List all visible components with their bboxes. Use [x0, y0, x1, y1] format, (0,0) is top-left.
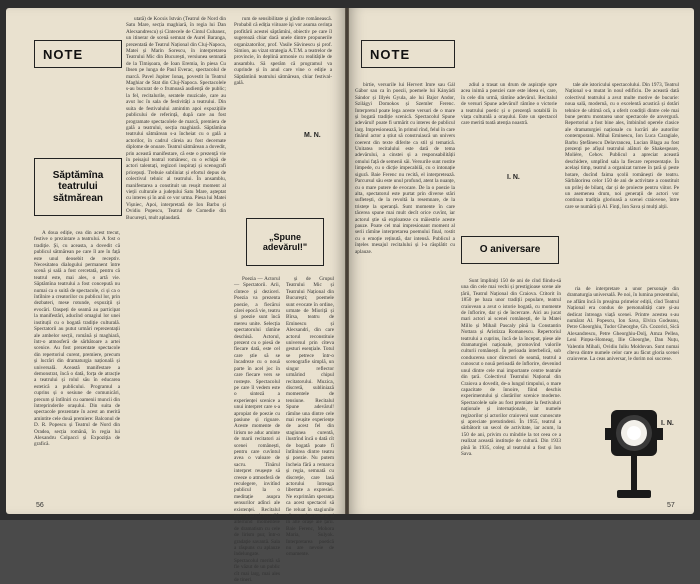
left-section-label: NOTE: [43, 46, 84, 62]
left-article-title-box: [34, 158, 122, 216]
spotlight-stand: [631, 456, 637, 492]
right-col2: [461, 82, 557, 172]
left-article-title-line1: Săptămîna: [52, 169, 104, 181]
left-signature: M. N.: [304, 132, 321, 139]
left-col4-text: Poezia — Actorul — Spectatorii. Arii, cîntece și deziceri. Poezia va prezenta poezie, a fiecărui cărei epocă vie, teatru și poezie sunt încă mereu unite. Selecția spectatorului rămîne deschisă. Actorul, prezent cu o piesă de fiecare dată, este cel care știe să se încadreze cu o nouă parte în acel joc în care fiecare vers se rostește. Spectacolul pe care îl vedem este o sinteză a experienței scenice a unui interpret care s-a apropiat de poezie cu pasiune și rigoare. Aceste momente de lirism ne aduc aminte de marii recitatori ai scenei românești, pentru care cuvîntul avea o valoare de sacru. Tînărul interpret reușește să creeze o atmosferă de reculegere, invitînd publicul la o meditație asupra sensurilor adînci ale existenței. Recitalul este construit cu grijă, alternînd momentele de dramatism cu cele de lirism pur, într-o gradație savantă. Sala a răspuns cu aplauze îndelungate. Spectacolul merită să fie văzut de un public cît mai larg, mai ales de tineri.: [234, 276, 280, 584]
left-section-label-box: [34, 40, 122, 68]
right-col3: [565, 82, 679, 282]
left-page-number: 56: [36, 502, 44, 509]
left-box2-title-line1: „Spune: [268, 231, 301, 242]
spotlight-yoke-right: [657, 428, 663, 440]
spotlight-base: [617, 490, 651, 498]
left-box2-title-line2: adevărul!": [262, 242, 308, 252]
right-section-label: NOTE: [370, 46, 411, 62]
right-col5: [567, 286, 679, 416]
left-col3-text: rum de sensibilitate și gîndire românească. Probabil că ediția viitoare își vor asuma cerința profitării acestei săptămîni, obiectiv pe care îl sugerează chiar dacă unele dintre propunerile organizatorilor, prof. Vasile Săvinescu și prof. Simion, au vizat strategia A.T.M. a teatrelor de provincie, în deplină armonie cu realitățile de ansamblu. Să sperăm că programul va cuprinde și în anul care vine o ediție a Săptămînii teatrului sătmărean, chiar festival-gală.: [234, 16, 332, 87]
spotlight-lens-glow: [627, 426, 641, 440]
spotlight-illustration: [603, 402, 665, 506]
left-article-title-line3: sătmărean: [52, 192, 104, 204]
left-col5-text: și de Grupul Teatrului Mic și Teatrului Național din București; poemele sunt evocate în ordine, urmate de Mioriță și Bîrsa, teatru de Eminescu și Alecsandri, din care actorul reconstituie universul prin cîteva gesturi esențiale. Totul se petrece într-o scenografie simplă, un singur reflector urmărind chipul recitatorului. Muzica, discretă, subliniază momentele de tensiune. Recitalul Spune adevărul! rămîne una dintre cele mai reușite experiențe de acest fel din stagiunea curentă, ilustrînd încă o dată cît de bogată poate fi întîlnirea dintre teatru și poezie. Nu putem încheia fără a remarca și regia, semnată cu discreție, care lasă actorului întreaga libertate a expresiei. Ne exprimăm speranța ca acest spectacol să fie reluat în stagiunile viitoare și prezentat și în alte orașe ale țării. Baie Ferenc, Mohora Maria, Sulyok. Interpretarea poetică nu are nevoie de ornamente.: [286, 276, 334, 558]
left-article-title-line2: teatrului: [58, 181, 98, 193]
right-col3-text: tale ale istoricului spectacolului. Din 1973, Teatrul Național s-a mutat în noul edificiu. De această dată colectivul teatrului a avut multe motive de bucurie: noua sală, modernă, cu o excelentă acustică și dotări tehnice de ultimă oră, a oferit condiții dintre cele mai bune pentru montarea unor spectacole de anvergură. Repertoriul a fost bine ales, îmbinînd operele clasice ale dramaturgiei naționale cu lucrări ale autorilor contemporani. Mihai Eminescu, Ion Luca Caragiale, Barbu Ștefănescu Delavrancea, Lucian Blaga au fost prezenți pe afișul teatrului alături de Shakespeare, Molière, Cehov. Publicul a apreciat această deschidere, umplînd sala la fiecare reprezentație. În același timp, teatrul a organizat turnee în țară și peste hotare, ducînd faima școlii românești de teatru. Sărbătorirea celor 150 de ani de activitate a constituit un prilej de bilanț, dar și de proiecte pentru viitor. Pe un asemenea drum, noi generații de actori vor continua tradiția glorioasă a scenei craiovene, între care se numără și Al. Finți, Ion Sava și mulți alții.: [565, 82, 679, 210]
left-col3: [234, 16, 332, 116]
right-box-title-text: O aniversare: [479, 244, 541, 256]
right-page-number: 57: [667, 502, 675, 509]
left-col2-text: utată) de Kocsis István (Teatrul de Nord din Satu Mare, secția maghiară, în regia lui Dan Alecsandrescu) și Cintecele de Cintul Cubanez, un itinerar de scenă semnat de Aurel Baranga, prezentată de Teatrul Național din Cluj-Napoca, Matei și Marin Sorescu, în interpretarea Teatrului Mic din București, versiunea semnată de la Timișoara, de Ioan Eremia, în piesa Cu Ibsen pe lunga de Paul Everac, spectacolul de marcă. Pavel Jupiter Ionaș, povestit în Teatrul Maghiar de Stat din Cluj-Napoca. Spectacolele s-au bucurat de o frumoasă audiență de public; la fel, recitalurile, seratele muzicale, care au avut loc în sala de festivități a teatrului. Din suita de festivalului amintim apoi expozițiile publicului de referință, după care au fost programate spectacolele de marcă, premiera de gală a teatrului, secția maghiară. Săptămîna teatrului sătmărean s-a încheiat cu o gală a actorilor, în cadrul căreia au fost decernate diplome de onoare. Teatrul sătmărean a dovedit, prin această manifestare, că este o prezență vie în peisajul teatral românesc, cu o echipă de actori talentați, regizori inspirați și scenografi pricepuți. Trebuie subliniat și efortul depus de colectivul tehnic al teatrului. În ansamblu, manifestarea a constituit un reușit moment al vieții culturale a județului Satu Mare, așteptat cu interes și în anii ce vor urma. Piesa lui Matei Vișniec, Apoi, interpretată de Ion Barbu și Ovidiu Popescu, Teatrul de Comedie din București, mult aplaudată.: [126, 16, 226, 221]
right-col4: [461, 278, 561, 500]
left-box2-title: [246, 218, 324, 266]
right-col1: [355, 82, 455, 500]
left-col5: [286, 276, 334, 558]
right-col1-text: birtie, versurile lui Hervert Imre sau Gál Gábor sau ca în poezii, poemele lui Kányádi Sándor și Illyés Gyula, ale lui Bajor Andor, Szilágyi Domokos și Szemler Ferenc. Interpretul poate lega aceste versuri de o mare și bogată tradiție scenică. Spectacolul Spune adevărul! poate fi urmărit cu interes de publicul larg. Impresionează, în primul rînd, felul în care tînărul actor a știut să construiască un univers coerent din texte diferite ca stil și tematică. Unitatea recitalului este dată de tema adevărului, a cinstei și a responsabilității omului față de semenii săi. Versurile sunt rostite limpede, cu o dicție impecabilă, cu o intonație sigură. Baie Ferenc nu recită, el interpretează. Parcursul său este unul profund, atent la nuanțe, cu o mare putere de evocare. De la o poezie la alta, spectatorul este purtat prin diverse stări sufletești, de la revoltă la resemnare, de la tristețe la speranță. Sunt momente în care tăcerea spune mai mult decît orice cuvînt, iar actorul știe să exploateze cu măiestrie aceste pauze. Poate cel mai impresionant moment al serii rămîne interpretarea poemului final, rostit cu o emoție reținută, dar intensă. Publicul a înțeles mesajul recitalului și l-a răsplătit cu aplauze.: [355, 82, 455, 255]
left-col1-text: A doua ediție, cea din acest trecut, festive o prezintare a teatrului. A fost o tradiție. Și, cu aceasta, a dovedit că publicul sătmărean pe care îl are în față este unul deosebit de receptiv. Necesitatea dialogului permanent între scenă și sală a fost cercetată, pentru că teatrul este, mai ales, o artă vie. Săptămîna teatrului a fost concepută nu numai ca o suită de spectacole, ci și ca o întîlnire a creatorilor cu publicul lor, prin dezbateri, mese rotunde, expoziții și evocări. Oaspeți de seamă au participat la manifestări, aducînd omagiul lor unei instituții cu o bogată tradiție culturală. Spectatorii au putut urmări reprezentații ale ambelor secții, română și maghiară, într-o atmosferă de sărbătoare a artei scenice. Au fost prezentate spectacole din repertoriul curent, premiere, precum și lucrări din dramaturgia națională și universală. Această manifestare a demonstrat, încă o dată, forța de atracție a teatrului și rolul său în educarea estetică a publicului. Programul a cuprins și o sesiune de comunicări, precum și întîlniri cu oamenii muncii din întreprinderile orașului. Din suita de spectacole prezentate în acest an merită amintite cele două premiere: Balconul de D. R. Popescu și Teatrul de Nord din Oradea, secția română, în regia lui Alexandru Colpacci și Expoziția de grafică.: [34, 230, 120, 448]
left-col1: [34, 230, 120, 500]
left-col2: [126, 16, 226, 500]
right-box-title: [461, 236, 559, 264]
right-signature-2: I. N.: [661, 420, 674, 427]
left-col4: [234, 276, 280, 584]
right-col2-text: zdiul a trasat un drum de aspirație spre acea inimă a poeziei care este ideea ei, care, în cele din urmă, rămîne adevărul. Recitalul de versuri Spune adevărul! rămîne o victorie a teatrului poetic și o prezență notabilă în viața culturală a orașului. Este un spectacol care merită toată atenția noastră.: [461, 82, 557, 127]
right-page: [349, 8, 694, 514]
right-col5-text: ria de interpretare a unor personaje din dramaturgia universală. Pe noi, în lumina prezentului, ne aflăm încă în preajma primelor ediții, cînd Teatrul Național era condus de personalități care și-au dedicat întreaga viață scenei. Printre acestea s-au numărat Al. Popescu, Ion Sava, Elvira Godeanu, Petre Gheorghiu, Tudor Gheorghe, Gh. Cozorici, Sică Alexandrescu, Petre Gheorghiu-Dolj, Amza Pellea, Leni Pințea-Homeag, Ilie Gheorghe, Dan Nuțu, Valentin Mihali, Ovidiu Iuliu Moldovan. Sunt numai cîteva dintre numele celor care au făcut gloria scenei craiovene. La ceas aniversar, le dorim noi succese.: [567, 286, 679, 363]
spotlight-yoke-left: [605, 428, 611, 440]
left-page: [6, 8, 345, 584]
right-col4-text: Sunt împliniți 150 de ani de cînd fiindu-să una din cele mai vechi și prestigioase scene ale țării, Teatrul Național din Craiova. Ctitorit în 1850 pe baza unor tradiții populare, teatrul craiovean a avut o istorie bogată, cu momente de înflorire, dar și de încercare. Aici au jucat mari actori ai scenei românești, de la Matei Millo și Mihail Pascaly pînă la Constantin Nottara și Aristizza Romanescu. Repertoriul teatrului a cuprins, încă de la început, piese ale dramaturgiei naționale, promovînd valorile culturii românești. În perioada interbelică, sub conducerea unor directori de seamă, teatrul a cunoscut o nouă perioadă de înflorire, devenind unul dintre cele mai importante centre teatrale din țară. Colectivul Teatrului Național din Craiova a dovedit, de-a lungul timpului, o mare capacitate de înnoire, fiind deschis experimentului și căutărilor scenice moderne. Spectacolele sale au fost premiate la festivaluri naționale și internaționale, iar numele regizorilor și actorilor craioveni sunt cunoscute și apreciate pretutindeni. În 1955, teatrul a sărbătorit un secol de activitate, iar acum, la 150 de ani, privim cu mîndrie la tot ceea ce a realizat această instituție de cultură. Din 1933 pînă în 1935, coleg al teatrului a fost și Ion Sava.: [461, 278, 561, 457]
right-section-label-box: [361, 40, 455, 68]
right-signature-1: I. N.: [507, 174, 520, 181]
